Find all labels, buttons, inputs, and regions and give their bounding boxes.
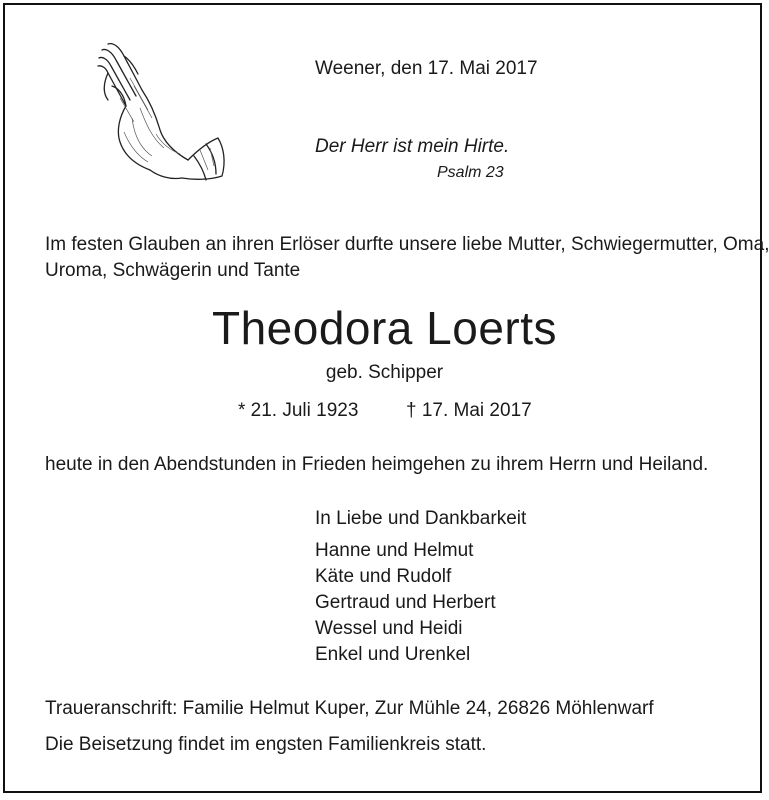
verse-source: Psalm 23 <box>437 164 504 181</box>
mourner: Wessel und Heidi <box>315 618 463 639</box>
place-date: Weener, den 17. Mai 2017 <box>315 58 538 79</box>
passing-text: heute in den Abendstunden in Frieden heimgehen zu ihrem Herrn und Heiland. <box>45 454 709 475</box>
maiden-name: geb. Schipper <box>325 362 444 383</box>
birth-date: * 21. Juli 1923 <box>238 400 359 421</box>
bible-verse: Der Herr ist mein Hirte. <box>315 136 510 157</box>
intro-line-2: Uroma, Schwägerin und Tante <box>45 260 301 281</box>
intro-line-1: Im festen Glauben an ihren Erlöser durfte unsere liebe Mutter, Schwiegermutter, Oma, <box>45 234 769 255</box>
deceased-name: Theodora Loerts <box>211 302 558 354</box>
burial-note: Die Beisetzung findet im engsten Familienkreis statt. <box>45 734 487 755</box>
death-date: † 17. Mai 2017 <box>406 400 532 421</box>
mourner: Enkel und Urenkel <box>315 644 471 665</box>
mourner: Gertraud und Herbert <box>315 592 496 613</box>
mourner: Hanne und Helmut <box>315 540 474 561</box>
closing-line: In Liebe und Dankbarkeit <box>315 508 527 529</box>
praying-hands-icon <box>90 38 230 188</box>
mourner: Käte und Rudolf <box>315 566 452 587</box>
mourning-address: Traueranschrift: Familie Helmut Kuper, Zur Mühle 24, 26826 Möhlenwarf <box>45 698 654 719</box>
